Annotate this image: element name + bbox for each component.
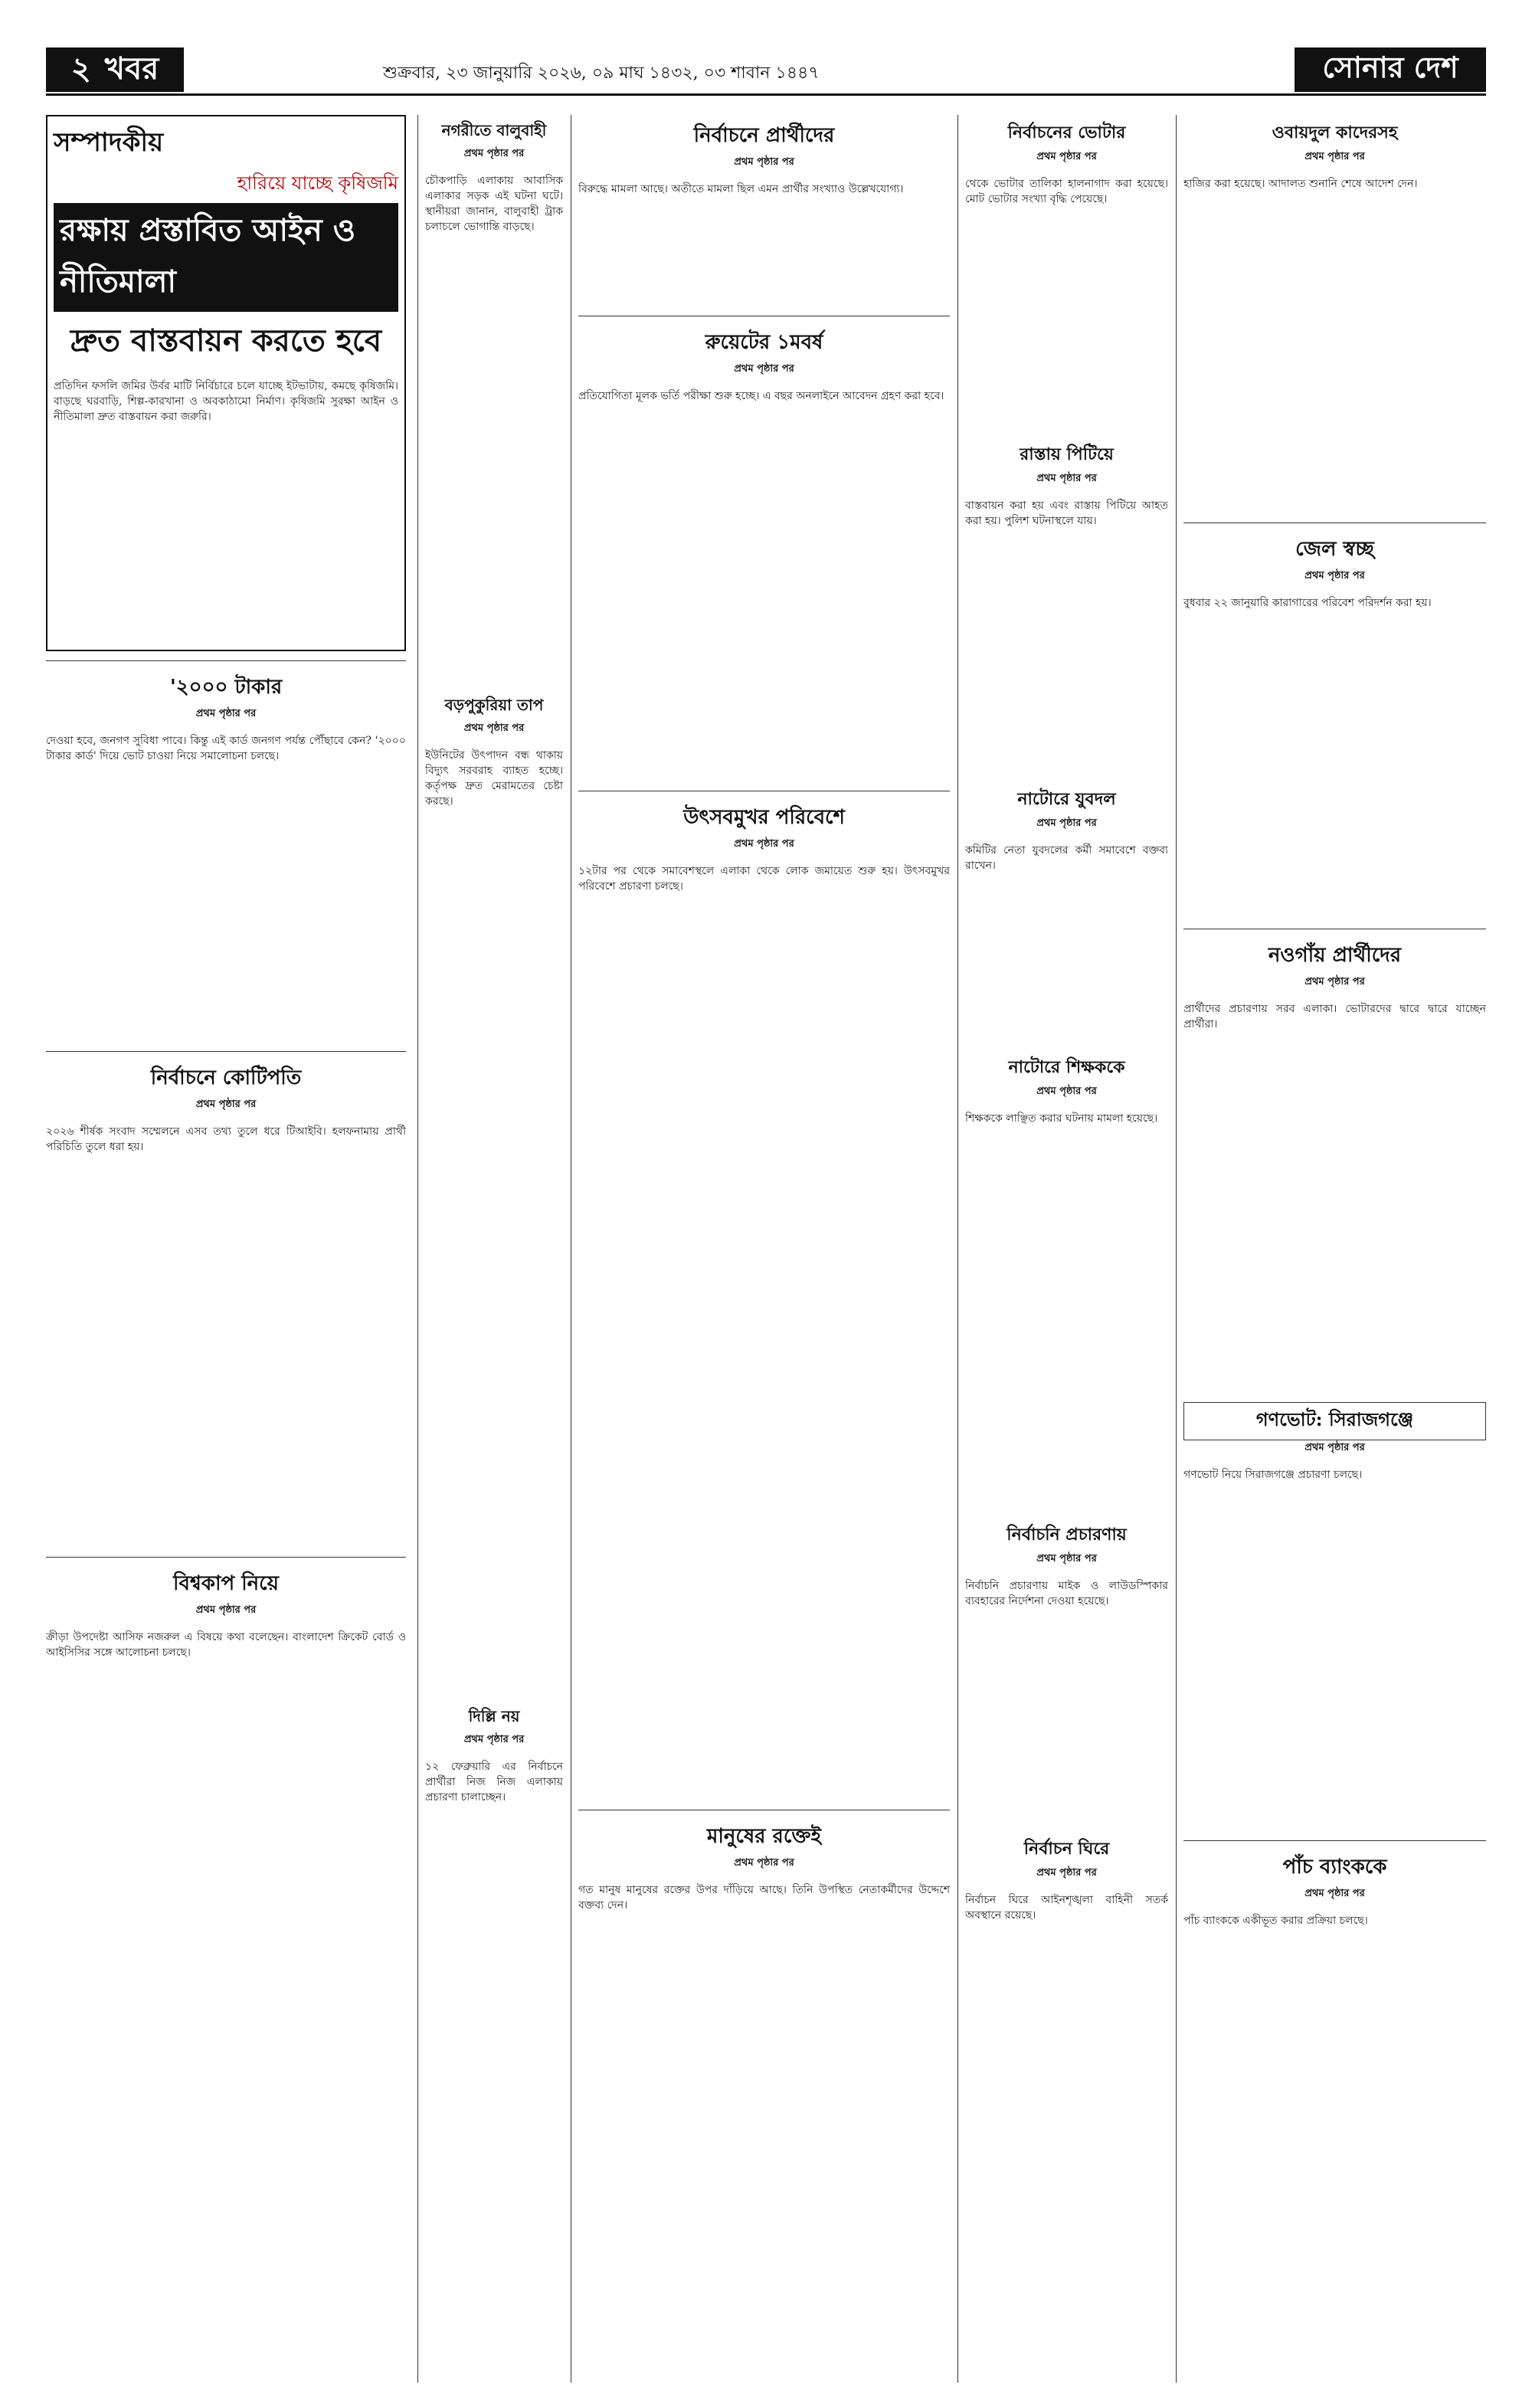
article-body: নির্বাচন ঘিরে আইনশৃঙ্খলা বাহিনী সতর্ক অবস্থানে রয়েছে।: [965, 1894, 1168, 1921]
article-ruet: [578, 322, 950, 789]
article-baropukuria: [425, 690, 563, 1693]
article-title: নাটোরে যুবদল: [1017, 789, 1116, 809]
editorial-headline-1: রক্ষায় প্রস্তাবিত আইন ও নীতিমালা: [54, 203, 398, 312]
article-bishwakap: [46, 1563, 406, 2367]
article-continuation: প্রথম পৃষ্ঠার পর: [734, 1857, 794, 1869]
article-title: রুয়েটের ১মবর্ষ: [705, 331, 823, 354]
article-continuation: প্রথম পৃষ্ঠার পর: [1036, 1086, 1097, 1097]
article-title: দিল্লি নয়: [468, 1707, 520, 1725]
article-continuation: প্রথম পৃষ্ঠার পর: [1036, 473, 1097, 484]
article-title: নির্বাচনে কোটিপতি: [150, 1066, 302, 1089]
article-nirbachon-ghire: [965, 1831, 1168, 2367]
article-continuation: প্রথম পৃষ্ঠার পর: [1304, 1442, 1365, 1453]
article-obaidul: [1183, 115, 1486, 521]
newspaper-logo: সোনার দেশ: [1295, 48, 1486, 92]
article-body: পাঁচ ব্যাংককে একীভূত করার প্রক্রিয়া চলছে।: [1183, 1915, 1368, 1927]
page-number-block: [46, 48, 184, 92]
article-continuation: প্রথম পৃষ্ঠার পর: [1304, 151, 1365, 162]
article-continuation: প্রথম পৃষ্ঠার পর: [1304, 976, 1365, 988]
article-continuation: প্রথম পৃষ্ঠার পর: [1036, 817, 1097, 829]
article-body: ২০২৬ শীর্ষক সংবাদ সম্মেলনে এসব তথ্য তুলে ধরে টিআইবি। হলফনামায় প্রার্থী পরিচিতি তুলে ধরা হয়।: [46, 1125, 406, 1153]
article-procharona: [965, 1517, 1168, 1823]
article-continuation: প্রথম পৃষ্ঠার পর: [195, 1099, 257, 1110]
article-body: প্রার্থীদের প্রচারণায় সরব এলাকা। ভোটারদের দ্বারে দ্বারে যাচ্ছেন প্রার্থীরা।: [1183, 1003, 1486, 1030]
article-title: উৎসবমুখর পরিবেশে: [683, 806, 845, 829]
article-title: পাঁচ ব্যাংককে: [1282, 1856, 1387, 1879]
article-title: নওগাঁয় প্রার্থীদের: [1268, 944, 1402, 967]
article-title: নগরীতে বালুবাহী: [441, 121, 547, 139]
publication-date: শুক্রবার, ২৩ জানুয়ারি ২০২৬, ০৯ মাঘ ১৪৩২, ০৩ শাবান ১৪৪৭: [383, 64, 820, 83]
article-continuation: প্রথম পৃষ্ঠার পর: [1036, 151, 1097, 162]
section-name: খবর: [104, 50, 159, 87]
article-voter: [965, 115, 1168, 429]
article-title: নির্বাচনি প্রচারণায়: [1007, 1525, 1127, 1545]
article-body: গত মানুষ মানুষের রক্তের উপর দাঁড়িয়ে আছে। তিনি উপস্থিত নেতাকর্মীদের উদ্দেশে বক্তব্য দেন।: [578, 1884, 950, 1912]
masthead-rule: [46, 93, 1486, 96]
article-continuation: প্রথম পৃষ্ঠার পর: [195, 708, 257, 719]
article-nirbachone-prarthi: [578, 115, 950, 314]
article-nagari: [425, 115, 563, 682]
article-title: নাটোরে শিক্ষককে: [1008, 1057, 1125, 1077]
article-continuation: প্রথম পৃষ্ঠার পর: [734, 156, 794, 168]
article-body: শিক্ষককে লাঞ্ছিত করার ঘটনায় মামলা হয়েছে।: [965, 1112, 1158, 1125]
article-body: বুধবার ২২ জানুয়ারি কারাগারের পরিবেশ পরিদর্শন করা হয়।: [1183, 597, 1432, 609]
article-continuation: প্রথম পৃষ্ঠার পর: [463, 148, 525, 159]
article-body: প্রতিযোগিতা মূলক ভর্তি পরীক্ষা শুরু হচ্ছে। এ বছর অনলাইনে আবেদন গ্রহণ করা হবে।: [578, 390, 944, 402]
editorial-headline-2: দ্রুত বাস্তবায়ন করতে হবে: [70, 323, 382, 359]
article-title: নির্বাচনে প্রার্থীদের: [693, 124, 835, 147]
article-body: ১২টার পর থেকে সমাবেশস্থলে এলাকা থেকে লোক জমায়েত শুরু হয়। উৎসবমুখর পরিবেশে প্রচারণা চলছে।: [578, 865, 950, 893]
article-body: ক্রীড়া উপদেষ্টা আসিফ নজরুল এ বিষয়ে কথা বলেছেন। বাংলাদেশ ক্রিকেট বোর্ড ও আইসিসির সঙ্গে আলোচনা চলছে।: [46, 1631, 406, 1659]
article-delhi: [425, 1701, 563, 2367]
article-body: চৌকপাড়ি এলাকায় আবাসিক এলাকার সড়ক এই ঘটনা ঘটে। স্থানীয়রা জানান, বালুবাহী ট্রাক চলাচলে ভোগান্তি বাড়ছে।: [425, 175, 563, 233]
article-body: দেওয়া হবে, জনগণ সুবিধা পাবে। কিন্তু এই কার্ড জনগণ পর্যন্ত পৌঁছাবে কেন? '২০০০ টাকার কার্ড' দিয়ে ভোট চাওয়া নিয়ে সমালোচনা চলছে।: [46, 735, 406, 762]
section-rule: [46, 660, 406, 661]
article-title: গণভোট: সিরাজগঞ্জে: [1183, 1402, 1486, 1440]
article-body: বিরুদ্ধে মামলা আছে। অতীতে মামলা ছিল এমন প্রার্থীর সংখ্যাও উল্লেখযোগ্য।: [578, 183, 904, 195]
article-body: নির্বাচনি প্রচারণায় মাইক ও লাউডস্পিকার ব্যবহারের নির্দেশনা দেওয়া হয়েছে।: [965, 1580, 1168, 1607]
article-body: বাস্তবায়ন করা হয় এবং রাস্তায় পিটিয়ে আহত করা হয়। পুলিশ ঘটনাস্থলে যায়।: [965, 500, 1168, 527]
article-continuation: প্রথম পৃষ্ঠার পর: [1304, 1888, 1365, 1899]
article-body: গণভোট নিয়ে সিরাজগঞ্জে প্রচারণা চলছে।: [1183, 1469, 1363, 1481]
article-continuation: প্রথম পৃষ্ঠার পর: [195, 1604, 257, 1616]
article-naogaon: [1183, 935, 1486, 1394]
article-body: ১২ ফেব্রুয়ারি এর নির্বাচনে প্রার্থীরা নিজ নিজ এলাকায় প্রচারণা চালাচ্ছেন।: [425, 1761, 563, 1804]
column-rule: [417, 115, 418, 2383]
article-title: বিশ্বকাপ নিয়ে: [173, 1572, 279, 1595]
article-title: '২০০০ টাকার: [169, 676, 283, 699]
article-manusher-rokte: [578, 1816, 950, 2367]
article-title: বড়পুকুরিয়া তাপ: [444, 696, 544, 714]
page-number: ২: [70, 50, 91, 87]
article-body: কমিটির নেতা যুবদলের কর্মী সমাবেশে বক্তব্য রাখেন।: [965, 844, 1168, 872]
section-rule: [1183, 1840, 1486, 1841]
article-continuation: প্রথম পৃষ্ঠার পর: [734, 838, 794, 850]
section-rule: [46, 1557, 406, 1558]
section-rule: [46, 1051, 406, 1052]
article-body: থেকে ভোটার তালিকা হালনাগাদ করা হয়েছে। মোট ভোটার সংখ্যা বৃদ্ধি পেয়েছে।: [965, 178, 1168, 205]
editorial-title: সম্পাদকীয়: [54, 127, 164, 158]
article-title: নির্বাচন ঘিরে: [1023, 1839, 1110, 1859]
article-continuation: প্রথম পৃষ্ঠার পর: [463, 1734, 525, 1745]
masthead: [46, 48, 1486, 92]
article-natore-jubodal: [965, 781, 1168, 1042]
article-title: মানুষের রক্তেই: [706, 1825, 822, 1848]
article-jel-swachha: [1183, 529, 1486, 927]
article-continuation: প্রথম পৃষ্ঠার পর: [1304, 570, 1365, 582]
editorial-kicker: হারিয়ে যাচ্ছে কৃষিজমি: [237, 172, 398, 194]
article-continuation: প্রথম পৃষ্ঠার পর: [463, 722, 525, 734]
article-utsabmukhor: [578, 797, 950, 1808]
editorial-box: [46, 115, 406, 651]
article-body: ইউনিটের উৎপাদন বন্ধ থাকায় বিদ্যুৎ সরবরাহ ব্যাহত হচ্ছে। কর্তৃপক্ষ দ্রুত মেরামতের চেষ্টা করছে।: [425, 749, 563, 808]
article-body: হাজির করা হয়েছে। আদালত শুনানি শেষে আদেশ দেন।: [1183, 178, 1418, 190]
article-continuation: প্রথম পৃষ্ঠার পর: [734, 363, 794, 375]
article-rastay-pitiye: [965, 437, 1168, 774]
article-panch-bank: [1183, 1846, 1486, 2367]
article-taka: [46, 667, 406, 1050]
article-continuation: প্রথম পৃষ্ঠার পর: [1036, 1867, 1097, 1879]
article-title: নির্বাচনের ভোটার: [1007, 123, 1126, 143]
article-gonovote: [1183, 1402, 1486, 1839]
article-continuation: প্রথম পৃষ্ঠার পর: [1036, 1553, 1097, 1564]
article-kotipoti: [46, 1057, 406, 1555]
column-rule: [1176, 115, 1177, 2383]
article-natore-shikkhok: [965, 1050, 1168, 1509]
article-title: জেল স্বচ্ছ: [1295, 538, 1374, 561]
article-title: রাস্তায় পিটিয়ে: [1020, 444, 1114, 464]
article-title: ওবায়দুল কাদেরসহ: [1272, 123, 1398, 143]
editorial-body: প্রতিদিন ফসলি জমির উর্বর মাটি নির্বিচারে চলে যাচ্ছে ইটভাটায়, কমছে কৃষিজমি। বাড়ছে ঘরবাড়ি, শিল্প-কারখানা ও অবকাঠামো নির্মাণ। কৃষিজমি সুরক্ষা আইন ও নীতিমালা দ্রুত বাস্তবায়ন করা জরুরি।: [54, 380, 398, 423]
